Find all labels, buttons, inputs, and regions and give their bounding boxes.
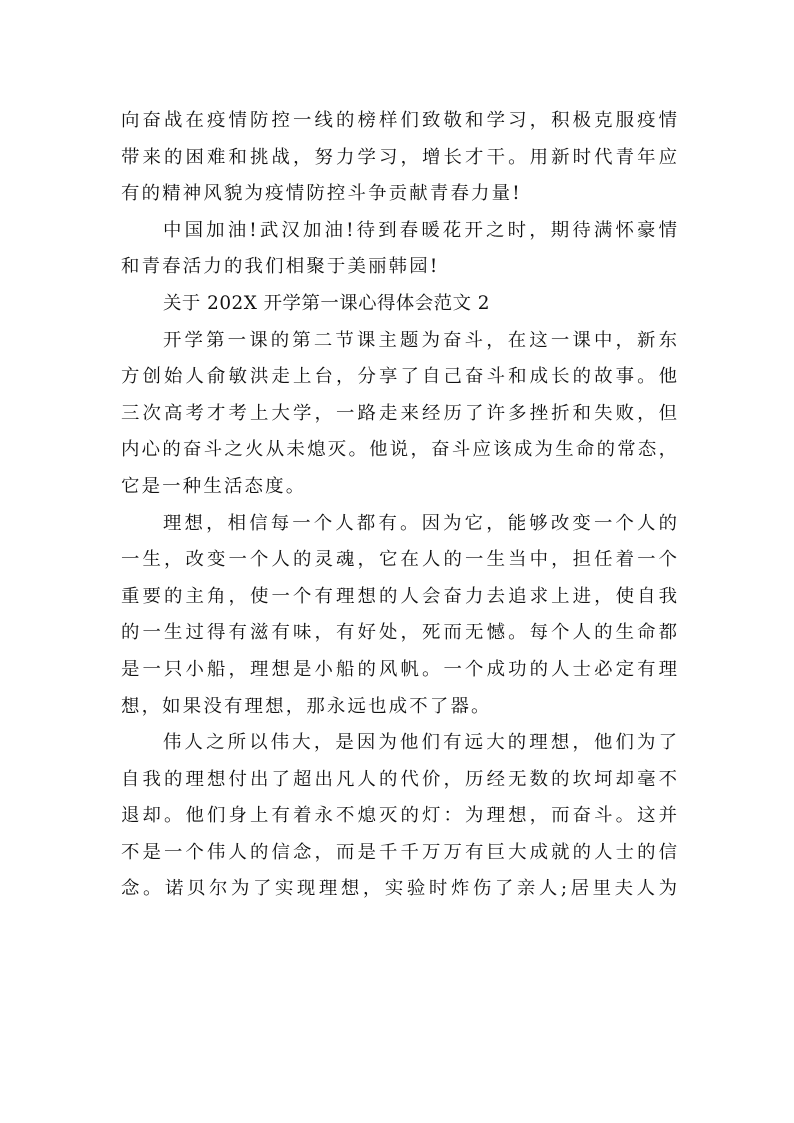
text-line: 开学第一课的第二节课主题为奋斗，在这一课中，新东 <box>163 329 677 351</box>
text-line: 内心的奋斗之火从未熄灭。他说，奋斗应该成为生命的常态， <box>121 439 677 461</box>
document-body <box>121 103 677 908</box>
text-line: 它是一种生活态度。 <box>121 475 307 497</box>
text-line: 念。诺贝尔为了实现理想，实验时炸伤了亲人;居里夫人为 <box>121 878 677 900</box>
paragraph-1 <box>121 103 677 213</box>
text-line: 向奋战在疫情防控一线的榜样们致敬和学习，积极克服疫情 <box>121 110 677 131</box>
text-line: 三次高考才考上大学，一路走来经历了许多挫折和失败，但 <box>121 402 677 424</box>
text-line: 方创始人俞敏洪走上台，分享了自己奋斗和成长的故事。他 <box>121 366 677 388</box>
text-line: 中国加油!武汉加油!待到春暖花开之时，期待满怀豪情 <box>163 219 677 241</box>
text-line: 想，如果没有理想，那永远也成不了器。 <box>121 695 492 717</box>
paragraph-5 <box>121 725 677 908</box>
text-line: 的一生过得有滋有味，有好处，死而无憾。每个人的生命都 <box>121 622 677 644</box>
heading-text: 关于 202X 开学第一课心得体会范文 2 <box>163 292 491 314</box>
text-line: 一生，改变一个人的灵魂，它在人的一生当中，担任着一个 <box>121 549 677 571</box>
text-line: 重要的主角，使一个有理想的人会奋力去追求上进，使自我 <box>121 585 677 607</box>
text-line: 带来的困难和挑战，努力学习，增长才干。用新时代青年应 <box>121 146 677 168</box>
text-line: 自我的理想付出了超出凡人的代价，历经无数的坎坷却毫不 <box>121 768 677 790</box>
text-line: 理想，相信每一个人都有。因为它，能够改变一个人的 <box>163 512 677 534</box>
text-line: 是一只小船，理想是小船的风帆。一个成功的人士必定有理 <box>121 658 677 680</box>
text-line: 不是一个伟人的信念，而是千千万万有巨大成就的人士的信 <box>121 841 677 863</box>
paragraph-3 <box>121 323 677 506</box>
paragraph-2 <box>121 213 677 286</box>
text-line: 退却。他们身上有着永不熄灭的灯：为理想，而奋斗。这并 <box>121 805 677 827</box>
paragraph-4 <box>121 506 677 726</box>
text-line: 和青春活力的我们相聚于美丽韩园! <box>121 256 440 278</box>
text-line: 伟人之所以伟大，是因为他们有远大的理想，他们为了 <box>163 732 677 754</box>
text-line: 有的精神风貌为疫情防控斗争贡献青春力量! <box>121 183 522 205</box>
section-heading <box>121 286 677 323</box>
